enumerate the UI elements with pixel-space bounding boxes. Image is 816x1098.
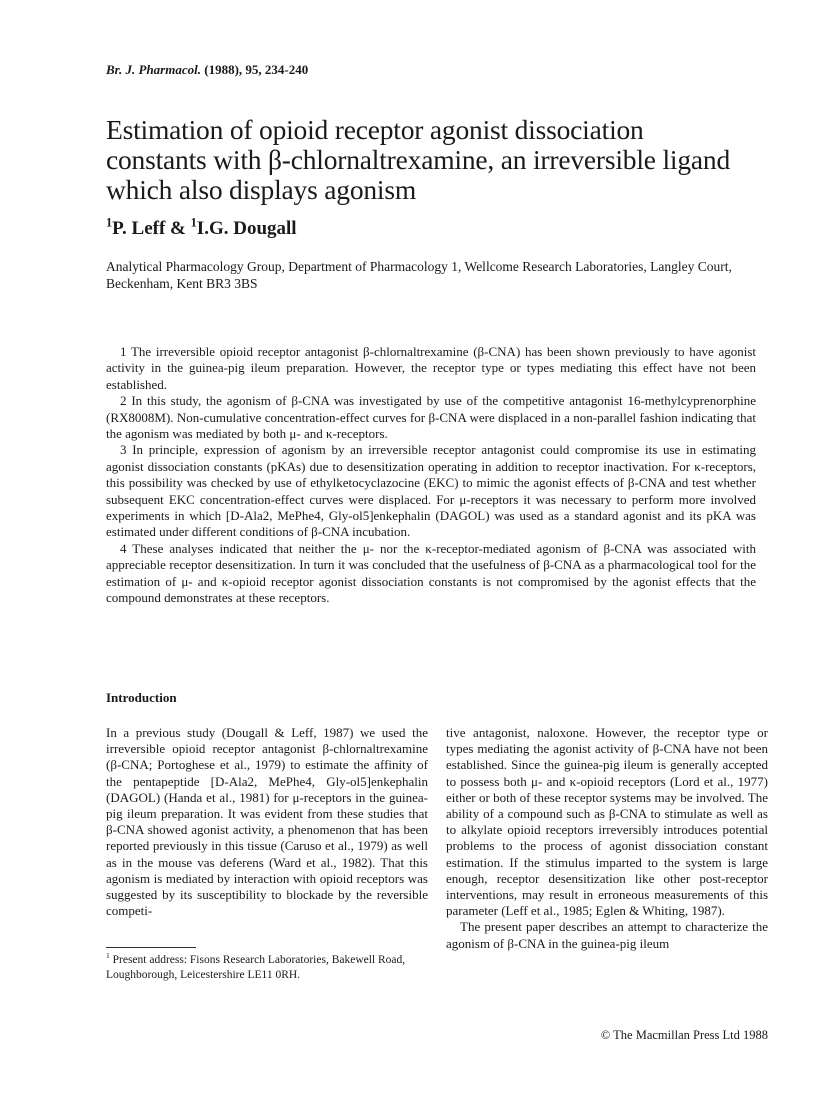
copyright-notice: © The Macmillan Press Ltd 1988 xyxy=(600,1028,768,1042)
summary-paragraph: 1 The irreversible opioid receptor antagonist β-chlornaltrexamine (β-CNA) has been shown previously to have agonist activity in the guinea-pig ileum preparation. However, the receptor type or types mediating this effect have not been established. xyxy=(106,344,756,392)
footnote-mark: 1 xyxy=(106,951,110,961)
footnote xyxy=(106,953,428,983)
summary-paragraph: 2 In this study, the agonism of β-CNA was investigated by use of the competitive antagonist 16-methylcyprenorphine (RX8008M). Non-cumulative concentration-effect curves for β-CNA were displaced in a non-parallel fashion indicating that the agonism was mediated by both μ- and κ-receptors. xyxy=(106,393,756,442)
intro-paragraph: tive antagonist, naloxone. However, the receptor type or types mediating the agonist activity of β-CNA have not been established. Since the guinea-pig ileum is generally accepted to possess both μ- and κ-opioid receptors (Lord et al., 1977) either or both of these receptor systems may be involved. The ability of a compound such as β-CNA to stimulate as well as to alkylate opioid receptors irreversibly introduces potential problems to the process of agonist dissociation constant estimation. If the stimulus imparted to the system is large enough, receptor desensitization like other post-receptor interventions, may result in erroneous measurements of this parameter (Leff et al., 1985; Eglen & Whiting, 1987). xyxy=(446,725,768,919)
summary-paragraph: 3 In principle, expression of agonism by an irreversible receptor antagonist could compromise its use in estimating agonist dissociation constants (pKAs) due to desensitization operating in addition to receptor inactivation. For κ-receptors, this possibility was checked by use of ethylketocyclazocine (EKC) to mimic the agonist effects of β-CNA and test whether subsequent EKC concentration-effect curves were displaced. For μ-receptors it was necessary to perform more involved experiments in which [D-Ala2, MePhe4, Gly-ol5]enkephalin (DAGOL) was used as a standard agonist and its pKA was estimated under different conditions of β-CNA incubation. xyxy=(106,442,756,540)
author1-affiliation-mark: 1 xyxy=(106,215,113,230)
author2-affiliation-mark: 1 xyxy=(190,215,197,230)
section-heading: Introduction xyxy=(106,690,177,705)
summary-paragraph: 4 These analyses indicated that neither the μ- nor the κ-receptor-mediated agonism of β-CNA was associated with appreciable receptor desensitization. In turn it was concluded that the usefulness of β-CNA as a pharmacological tool for the estimation of μ- and κ-opioid receptor agonist dissociation constants is not compromised by the agonist effects that the compound demonstrates at these receptors. xyxy=(106,540,756,606)
affiliation: Analytical Pharmacology Group, Department of Pharmacology 1, Wellcome Research Laboratories, Langley Court, Beckenham, Kent BR3 3BS xyxy=(106,259,732,291)
intro-paragraph: The present paper describes an attempt to characterize the agonism of β-CNA in the guinea-pig ileum xyxy=(446,919,768,951)
journal-year: (1988), xyxy=(204,62,243,77)
footnote-divider xyxy=(106,947,196,948)
author-name: I.G. Dougall xyxy=(196,218,297,239)
journal-name: Br. J. Pharmacol. xyxy=(106,62,201,77)
article-title: Estimation of opioid receptor agonist dissociation constants with β-chlornaltrexamine, an irreversible ligand which also displays agonism xyxy=(106,114,730,205)
journal-pages: 234-240 xyxy=(264,62,309,77)
footnote-text: Present address: Fisons Research Laboratories, Bakewell Road, Loughborough, Leicestershire LE11 0RH. xyxy=(106,954,406,981)
journal-volume: 95, xyxy=(245,62,262,77)
journal-citation xyxy=(106,62,308,78)
summary xyxy=(106,344,756,607)
author-separator: & xyxy=(165,218,191,239)
author-name: P. Leff xyxy=(112,218,166,239)
intro-paragraph: In a previous study (Dougall & Leff, 1987) we used the irreversible opioid receptor antagonist β-chlornaltrexamine (β-CNA; Portoghese et al., 1979) to estimate the affinity of the pentapeptide [D-Ala2, MePhe4, Gly-ol5]enkephalin (DAGOL) (Handa et al., 1981) for μ-receptors in the guinea-pig ileum preparation. It was evident from these studies that β-CNA showed agonist activity, a phenomenon that has been reported previously in this tissue (Caruso et al., 1979) as well as in the mouse vas deferens (Ward et al., 1982). That this agonism is mediated by interaction with opioid receptors was suggested by its susceptibility to blockade by the reversible competi- xyxy=(106,725,428,919)
author-list xyxy=(106,215,297,240)
left-column xyxy=(106,725,428,919)
right-column xyxy=(446,725,768,952)
